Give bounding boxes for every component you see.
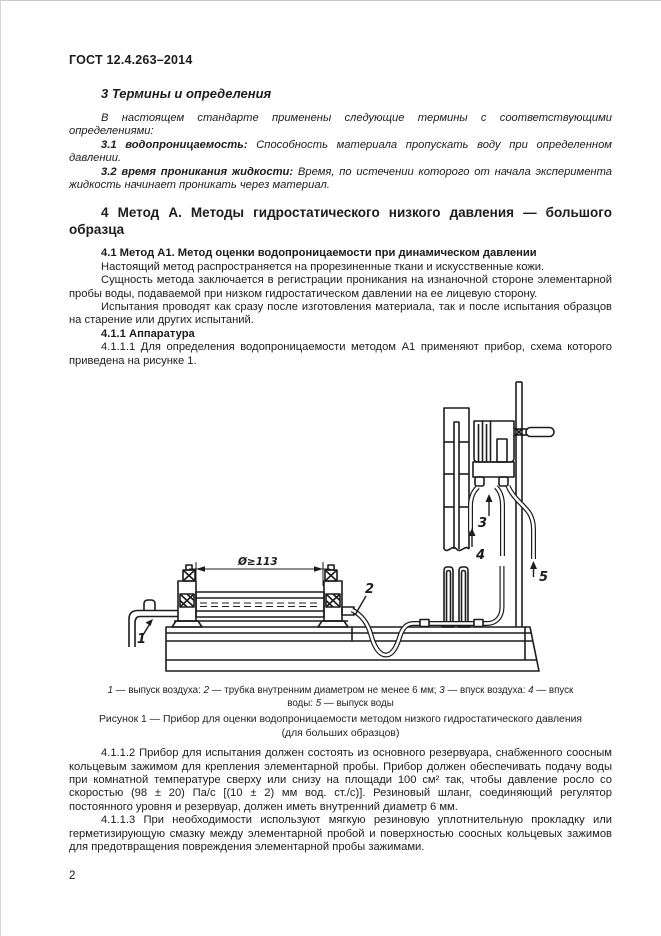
tube-water-outlet [508, 486, 534, 559]
measuring-column [442, 408, 470, 627]
legend-text-5: — выпуск воды [321, 698, 394, 710]
subsection411-heading: 4.1.1 Аппаратура [101, 327, 195, 340]
figure1-title-line1: Рисунок 1 — Прибор для оценки водопроницаемости методом низкого гидростатического давления [98, 714, 583, 726]
legend-text-1: — выпуск воздуха: [113, 685, 204, 697]
page-number: 2 [69, 870, 76, 882]
figure1 [116, 379, 576, 684]
legend-num-1: 1 [107, 685, 114, 697]
paragraph-4113: 4.1.1.3 При необходимости используют мягкую резиновую уплотнительную прокладку или герметизирующую смазку между элементарной пробой и поверхностью соосных кольцевых зажимов для предотвращения повреждения элементарной пробы зажимами. [69, 814, 612, 853]
legend-num-4: 4 [528, 685, 534, 697]
paragraph-4111: 4.1.1.1 Для определения водопроницаемости методом А1 применяют прибор, схема которого приведена на рисунке 1. [69, 341, 612, 367]
callout-1: 1 [137, 632, 147, 648]
section4-heading-line2: образца [69, 222, 125, 238]
legend-text-3: — впуск воздуха: [444, 685, 529, 697]
paragraph-4112: 4.1.1.2 Прибор для испытания должен состоять из основного резервуара, снабженного соосным кольцевым зажимом для крепления элементарной пробы. Прибор должен обеспечивать подачу воды при комнатной температуре сверху или снизу на площади 100 см² так, чтобы давление росло со скоростью (98 ± 20) Па/с [(10 ± 2) мм вод. ст./с)]. Резиновый шланг, соединяющий регулятор постоянного уровня и резервуар, должен иметь внутренний диаметр 6 мм. [69, 747, 612, 813]
figure1-diagram [116, 379, 576, 679]
paragraph-essence: Сущность метода заключается в регистрации проникания на изнаночной стороне элементарной пробы воды, подаваемой при низком гидростатическом давлении на ее лицевую сторону. [69, 274, 612, 300]
term1-definition: Способность материала пропускать воду при определенном давлении. [69, 138, 612, 165]
callout-4: 4 [476, 548, 486, 564]
section3-intro: В настоящем стандарте применены следующие термины с соответствующими определениями: [69, 112, 612, 138]
standard-number: ГОСТ 12.4.263–2014 [69, 53, 193, 67]
level-regulator [473, 421, 554, 486]
legend-num-3: 3 [439, 685, 445, 697]
figure1-title-line2: (для больших образцов) [281, 727, 400, 739]
subsection41-heading: 4.1 Метод А1. Метод оценки водопроницаемости при динамическом давлении [101, 247, 537, 260]
dimension-label: Ø≥113 [238, 556, 278, 569]
sample-holder [129, 562, 354, 647]
legend-num-2: 2 [203, 685, 210, 697]
figure1-legend [95, 684, 587, 710]
legend-num-5: 5 [315, 698, 322, 710]
callout-5: 5 [539, 570, 549, 586]
legend-text-2: — трубка внутренним диаметром не менее 6 мм; [209, 685, 440, 697]
base-plate [166, 627, 539, 671]
callout-3: 3 [478, 516, 488, 532]
term-vremya-pronikaniya [69, 166, 612, 193]
section3-terms [69, 112, 612, 192]
legend-text-4: — впуск воды: [287, 685, 574, 710]
term-vodopronitsaemost [69, 139, 612, 166]
figure1-title [69, 713, 612, 740]
term1-lead: 3.1 водопроницаемость: [101, 138, 248, 151]
tubes [352, 486, 534, 655]
callout-2: 2 [365, 582, 375, 598]
section4-heading-line1: 4 Метод А. Методы гидростатического низкого давления — большого [101, 205, 612, 221]
paragraph-tests: Испытания проводят как сразу после изготовления материала, так и после испытания образцов на старение или других испытаний. [69, 301, 612, 327]
paragraph-scope: Настоящий метод распространяется на прорезиненные ткани и искусственные кожи. [101, 260, 545, 273]
term2-definition: Время, по истечении которого от начала эксперимента жидкость начинает проникать через материал. [69, 165, 612, 192]
term2-lead: 3.2 время проникания жидкости: [101, 165, 294, 178]
section3-heading: 3 Термины и определения [101, 86, 272, 101]
